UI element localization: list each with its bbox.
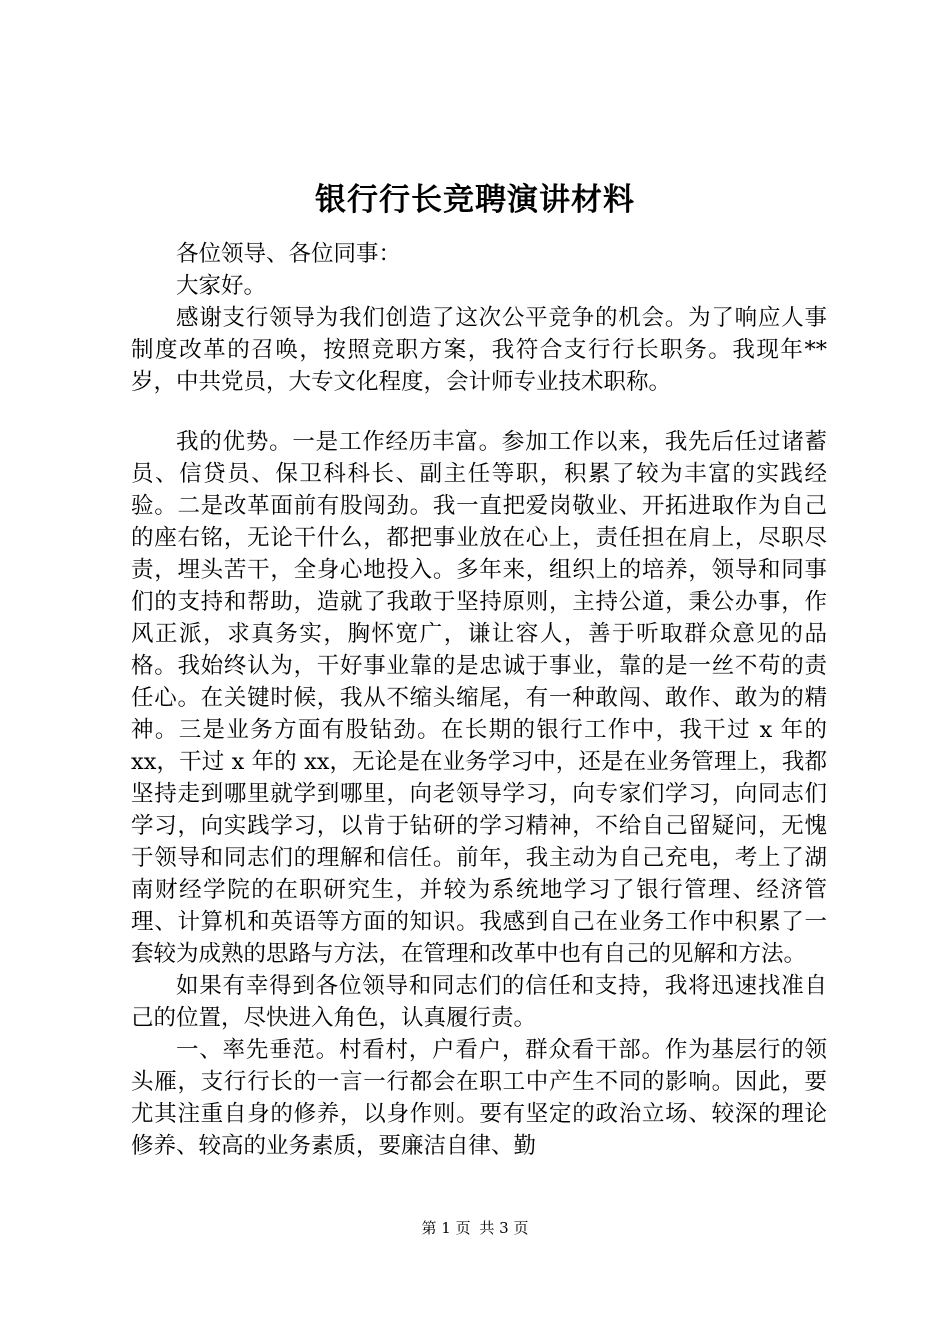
paragraph-salutation: 各位领导、各位同事： [176,241,402,267]
document-body [131,238,827,1162]
paragraph-lead-by-example: 一、率先垂范。村看村，户看户，群众看干部。作为基层行的领头雁，支行行长的一言一行都会在职工中产生不同的影响。因此，要尤其注重自身的修养，以身作则。要有坚定的政治立场、较深的理论修养、较高的业务素质，要廉洁自律、勤 [131,1037,827,1159]
page-number: 第 1 页 [421,1219,471,1237]
paragraph-commitment: 如果有幸得到各位领导和同志们的信任和支持，我将迅速找准自己的位置，尽快进入角色，认真履行责。 [131,973,827,1031]
paragraph-introduction: 感谢支行领导为我们创造了这次公平竞争的机会。为了响应人事制度改革的召唤，按照竞职方案，我符合支行行长职务。我现年**岁，中共党员，大专文化程度，会计师专业技术职称。 [131,305,827,395]
paragraph-greeting: 大家好。 [176,273,267,299]
paragraph-advantages: 我的优势。一是工作经历丰富。参加工作以来，我先后任过诸蓄员、信贷员、保卫科科长、副主任等职，积累了较为丰富的实践经验。二是改革面前有股闯劲。我一直把爱岗敬业、开拓进取作为自己的座右铭，无论干什么，都把事业放在心上，责任担在肩上，尽职尽责，埋头苦干，全身心地投入。多年来，组织上的培养，领导和同事们的支持和帮助，造就了我敢于坚持原则，主持公道，秉公办事，作风正派，求真务实，胸怀宽广，谦让容人，善于听取群众意见的品格。我始终认为，干好事业靠的是忠诚于事业，靠的是一丝不苟的责任心。在关键时候，我从不缩头缩尾，有一种敢闯、敢作、敢为的精神。三是业务方面有股钻劲。在长期的银行工作中，我干过 x 年的 xx，干过 x 年的 xx，无论是在业务学习中，还是在业务管理上，我都坚持走到哪里就学到哪里，向老领导学习，向专家们学习，向同志们学习，向实践学习，以肯于钻研的学习精神，不给自己留疑问，无愧于领导和同志们的理解和信任。前年，我主动为自己充电，考上了湖南财经学院的在职研究生，并较为系统地学习了银行管理、经济管理、计算机和英语等方面的知识。我感到自己在业务工作中积累了一套较为成熟的思路与方法，在管理和改革中也有自己的见解和方法。 [131,429,827,967]
page-footer [0,1221,950,1236]
page-total: 共 3 页 [479,1219,529,1237]
document-title: 银行行长竞聘演讲材料 [315,182,635,218]
